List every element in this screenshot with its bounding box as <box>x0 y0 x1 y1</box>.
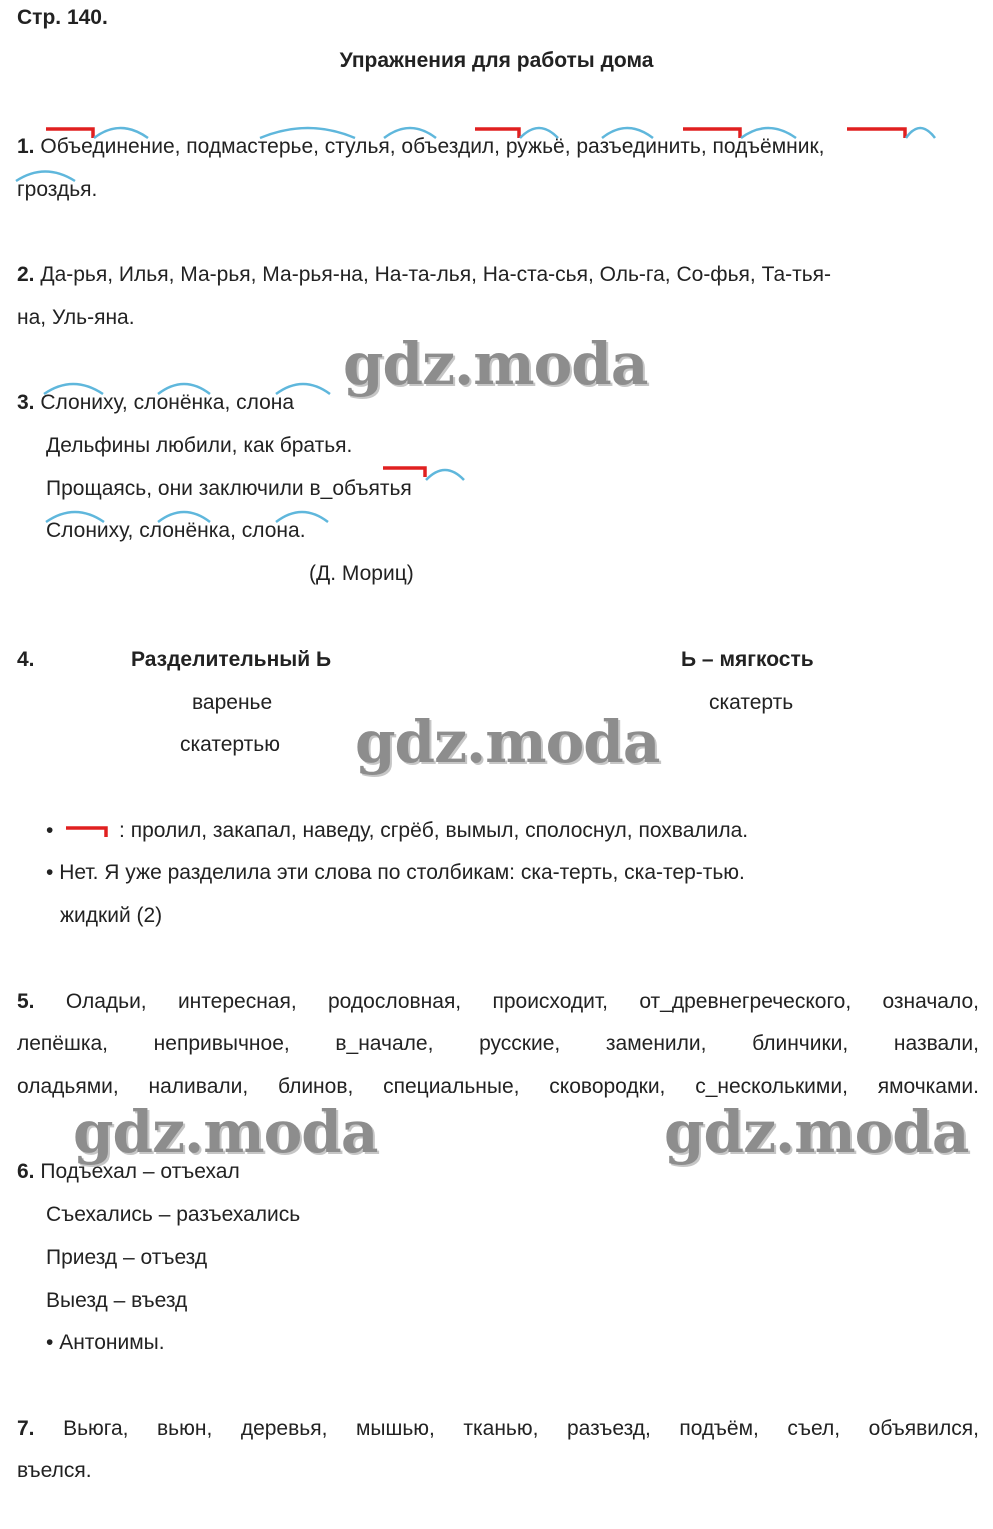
column-header-softness: Ь – мягкость <box>681 648 814 671</box>
bullet-dot: • <box>46 819 54 842</box>
exercise-4-number: 4. <box>17 648 35 671</box>
exercise-7-line-1 <box>17 1416 979 1442</box>
exercise-5-text: Оладьи, интересная, родословная, происходит, от_древнегреческого, означало, <box>65 990 979 1013</box>
poem-line-4: Слониху, слонёнка, слона. <box>46 519 306 542</box>
watermark-1: gdz.moda <box>343 330 648 398</box>
exercise-2-number: 2. <box>17 263 35 286</box>
word-pair-4: Выезд – въезд <box>46 1289 188 1312</box>
exercise-4-bullet-2 <box>46 860 745 886</box>
column-2-item-1: скатерть <box>709 691 794 714</box>
poem-line-3: Прощаясь, они заключили в_объятья <box>46 477 412 500</box>
exercise-6-bullet <box>46 1330 165 1356</box>
exercise-2-text: Да-рья, Илья, Ма-рья, Ма-рья-на, На-та-лья, На-ста-сья, Оль-га, Со-фья, Та-тья- <box>40 263 832 286</box>
bullet-2-text: Нет. Я уже разделила эти слова по столбикам: ска-терть, ска-тер-тью. <box>59 861 745 884</box>
exercise-5-line-3: оладьями, наливали, блинов, специальные, сковородки, с_несколькими, ямочками. <box>17 1075 979 1098</box>
exercise-2-line-1 <box>17 262 831 288</box>
exercise-5-number: 5. <box>17 990 35 1013</box>
bullet-text: Антонимы. <box>59 1331 165 1354</box>
column-1-item-1: варенье <box>192 691 273 714</box>
word-pair-2: Съехались – разъехались <box>46 1203 301 1226</box>
bullet-dot: • <box>46 1331 54 1354</box>
root-arc <box>906 128 935 138</box>
poem-line-2: Дельфины любили, как братья. <box>46 434 353 457</box>
exercise-6-number: 6. <box>17 1160 35 1183</box>
prefix-mark <box>847 129 905 138</box>
column-1-item-2: скатертью <box>180 733 280 756</box>
column-header-separating: Разделительный Ь <box>131 648 332 671</box>
poem-line-1: Слониху, слонёнка, слона <box>40 391 295 414</box>
word-pair-3: Приезд – отъезд <box>46 1246 208 1269</box>
exercise-7-text: Вьюга, вьюн, деревья, мышью, тканью, разъезд, подъём, съел, объявился, <box>63 1417 979 1440</box>
exercise-3-line-1 <box>17 390 294 416</box>
exercise-5-line-1 <box>17 989 979 1015</box>
bullet-dot: • <box>46 861 54 884</box>
exercise-1-text: Объединение, подмастерье, стулья, объездил, ружьё, разъединить, подъёмник, <box>40 135 825 158</box>
exercise-1-number: 1. <box>17 135 35 158</box>
page-label: Стр. 140. <box>17 6 108 29</box>
exercise-4-extra: жидкий (2) <box>60 904 163 927</box>
exercise-3-number: 3. <box>17 391 35 414</box>
exercise-7-number: 7. <box>17 1417 35 1440</box>
exercise-5-line-2: лепёшка, непривычное, в_начале, русские, заменили, блинчики, назвали, <box>17 1032 979 1055</box>
watermark-3: gdz.moda <box>73 1098 378 1166</box>
exercise-1-line-2: гроздья. <box>17 178 98 201</box>
exercise-4-bullet-1 <box>46 818 748 844</box>
watermark-2: gdz.moda <box>355 708 660 776</box>
exercise-1-line-1 <box>17 134 825 160</box>
word-pair-1: Подъехал – отъехал <box>40 1160 240 1183</box>
exercise-7-line-2: въелся. <box>17 1459 92 1482</box>
poem-author: (Д. Мориц) <box>309 562 414 585</box>
watermark-4: gdz.moda <box>664 1098 969 1166</box>
section-heading: Упражнения для работы дома <box>339 49 654 72</box>
prefix-symbol-icon <box>65 824 109 838</box>
exercise-2-line-2: на, Уль-яна. <box>17 306 135 329</box>
bullet-1-text: : пролил, закапал, наведу, сгрёб, вымыл, сполоснул, похвалила. <box>119 819 749 842</box>
root-arc <box>426 470 464 480</box>
